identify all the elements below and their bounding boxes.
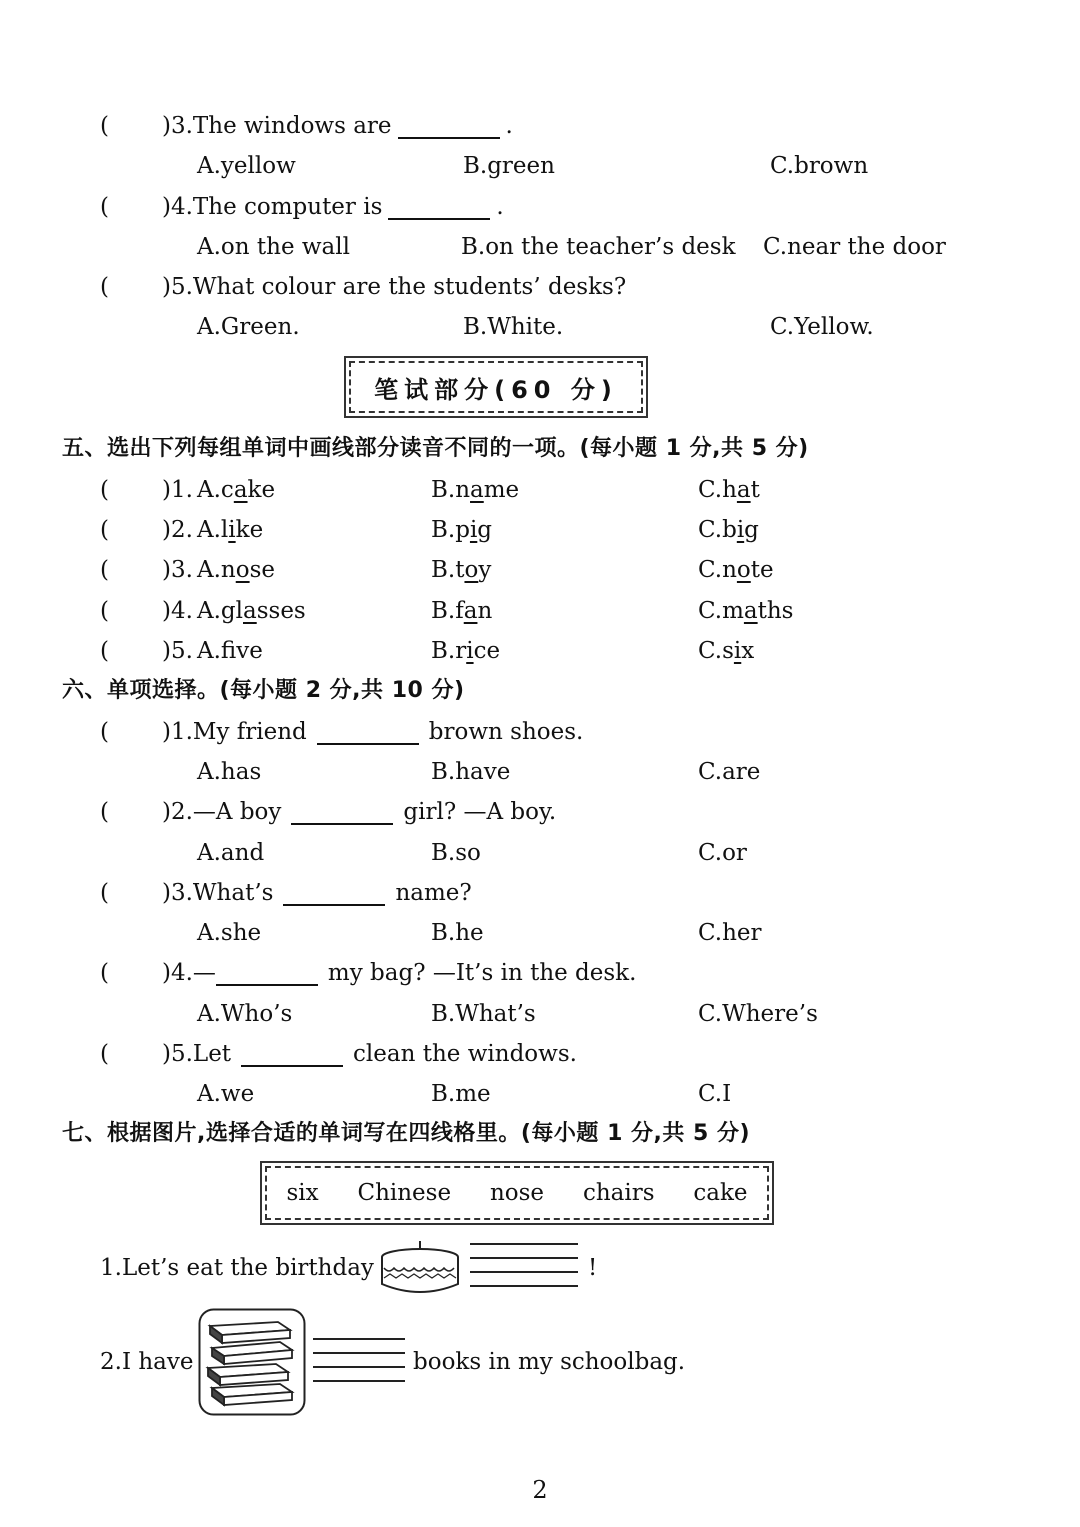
answer-blank[interactable] [291, 797, 393, 825]
section5-heading: 五、选出下列每组单词中画线部分读音不同的一项。(每小题 1 分,共 5 分) [62, 436, 809, 461]
word-bank-item: Chinese [357, 1180, 452, 1206]
stack-of-books-icon [198, 1308, 306, 1416]
four-line-grid-1[interactable] [470, 1243, 578, 1287]
word-bank-item: chairs [582, 1180, 655, 1206]
written-part-banner [349, 361, 643, 413]
answer-blank[interactable] [216, 958, 318, 986]
section6-heading: 六、单项选择。(每小题 2 分,共 10 分) [62, 678, 465, 703]
answer-blank[interactable] [241, 1039, 343, 1067]
birthday-cake-icon [378, 1238, 462, 1298]
written-part-title: 笔试部分(60 分) [374, 375, 618, 404]
word-bank-item: nose [489, 1180, 545, 1206]
page-number: 2 [532, 1476, 548, 1504]
answer-blank[interactable] [398, 111, 500, 139]
word-bank-item: cake [693, 1180, 748, 1206]
section7-heading: 七、根据图片,选择合适的单词写在四线格里。(每小题 1 分,共 5 分) [62, 1121, 751, 1146]
four-line-grid-2[interactable] [313, 1338, 405, 1382]
word-bank [265, 1166, 769, 1220]
answer-blank[interactable] [317, 717, 419, 745]
answer-blank[interactable] [283, 878, 385, 906]
word-bank-item: six [286, 1180, 319, 1206]
answer-blank[interactable] [388, 192, 490, 220]
